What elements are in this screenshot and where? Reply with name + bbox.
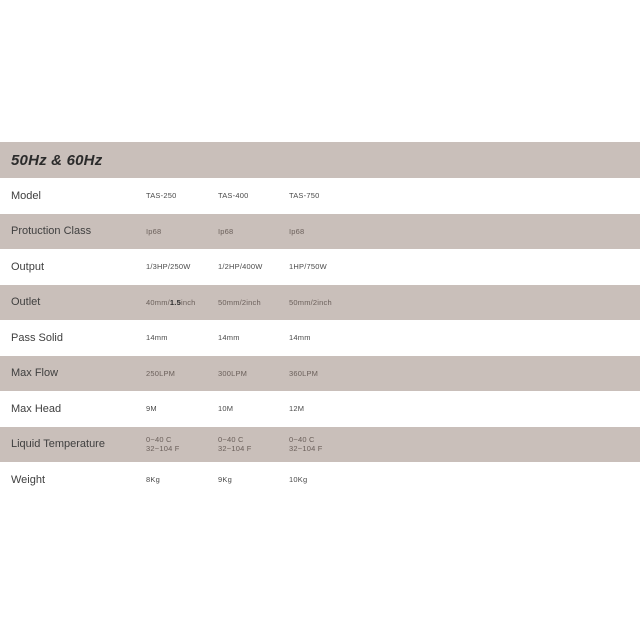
table-row-outlet — [0, 285, 640, 321]
table-row-protection-class — [0, 214, 640, 250]
outlet-post: inch — [180, 297, 196, 307]
table-row-output — [0, 249, 640, 285]
cell-value: 1/2HP/400W — [218, 262, 263, 272]
table-row-liquid-temperature — [0, 427, 640, 463]
table-title-bar — [0, 142, 640, 178]
cell-value: 10Kg — [289, 475, 308, 485]
cell-value: Ip68 — [218, 226, 234, 236]
row-label: Model — [11, 189, 41, 202]
cell-value: 14mm — [218, 333, 240, 343]
cell-value: Ip68 — [146, 226, 162, 236]
row-label: Max Flow — [11, 367, 59, 380]
cell-value: TAS-250 — [146, 191, 177, 201]
outlet-pre: 40mm/ — [146, 297, 170, 307]
table-row-model — [0, 178, 640, 214]
row-label: Liquid Temperature — [11, 438, 105, 451]
temp-celsius: 0~40 C — [218, 435, 244, 445]
table-row-max-flow — [0, 356, 640, 392]
cell-value: 14mm — [289, 333, 311, 343]
cell-value: 10M — [218, 404, 234, 414]
cell-value: 1HP/750W — [289, 262, 327, 272]
row-label: Protuction Class — [11, 225, 92, 238]
cell-value — [218, 435, 252, 453]
temp-celsius: 0~40 C — [289, 435, 315, 445]
cell-value: 360LPM — [289, 368, 319, 378]
table-row-max-head — [0, 391, 640, 427]
table-row-pass-solid — [0, 320, 640, 356]
table-title: 50Hz & 60Hz — [11, 151, 103, 169]
temp-fahrenheit: 32~104 F — [146, 444, 180, 454]
cell-value: 50mm/2inch — [218, 297, 261, 307]
cell-value: Ip68 — [289, 226, 305, 236]
cell-value: 9M — [146, 404, 157, 414]
cell-value: TAS-400 — [218, 191, 249, 201]
row-label: Pass Solid — [11, 331, 63, 344]
temp-fahrenheit: 32~104 F — [289, 444, 323, 454]
cell-value: TAS-750 — [289, 191, 320, 201]
cell-value: 250LPM — [146, 368, 176, 378]
spec-table — [0, 142, 640, 498]
row-label: Outlet — [11, 296, 41, 309]
cell-value: 300LPM — [218, 368, 248, 378]
outlet-bold: 1.5 — [169, 297, 181, 307]
cell-value: 14mm — [146, 333, 168, 343]
row-label: Weight — [11, 473, 46, 486]
table-row-weight — [0, 462, 640, 498]
cell-value — [146, 435, 180, 453]
cell-value: 1/3HP/250W — [146, 262, 191, 272]
cell-value: 12M — [289, 404, 305, 414]
cell-value-outlet-first — [146, 298, 196, 307]
temp-celsius: 0~40 C — [146, 435, 172, 445]
cell-value — [289, 435, 323, 453]
cell-value: 50mm/2inch — [289, 297, 332, 307]
row-label: Max Head — [11, 402, 62, 415]
row-label: Output — [11, 260, 45, 273]
temp-fahrenheit: 32~104 F — [218, 444, 252, 454]
cell-value: 9Kg — [218, 475, 232, 485]
cell-value: 8Kg — [146, 475, 160, 485]
